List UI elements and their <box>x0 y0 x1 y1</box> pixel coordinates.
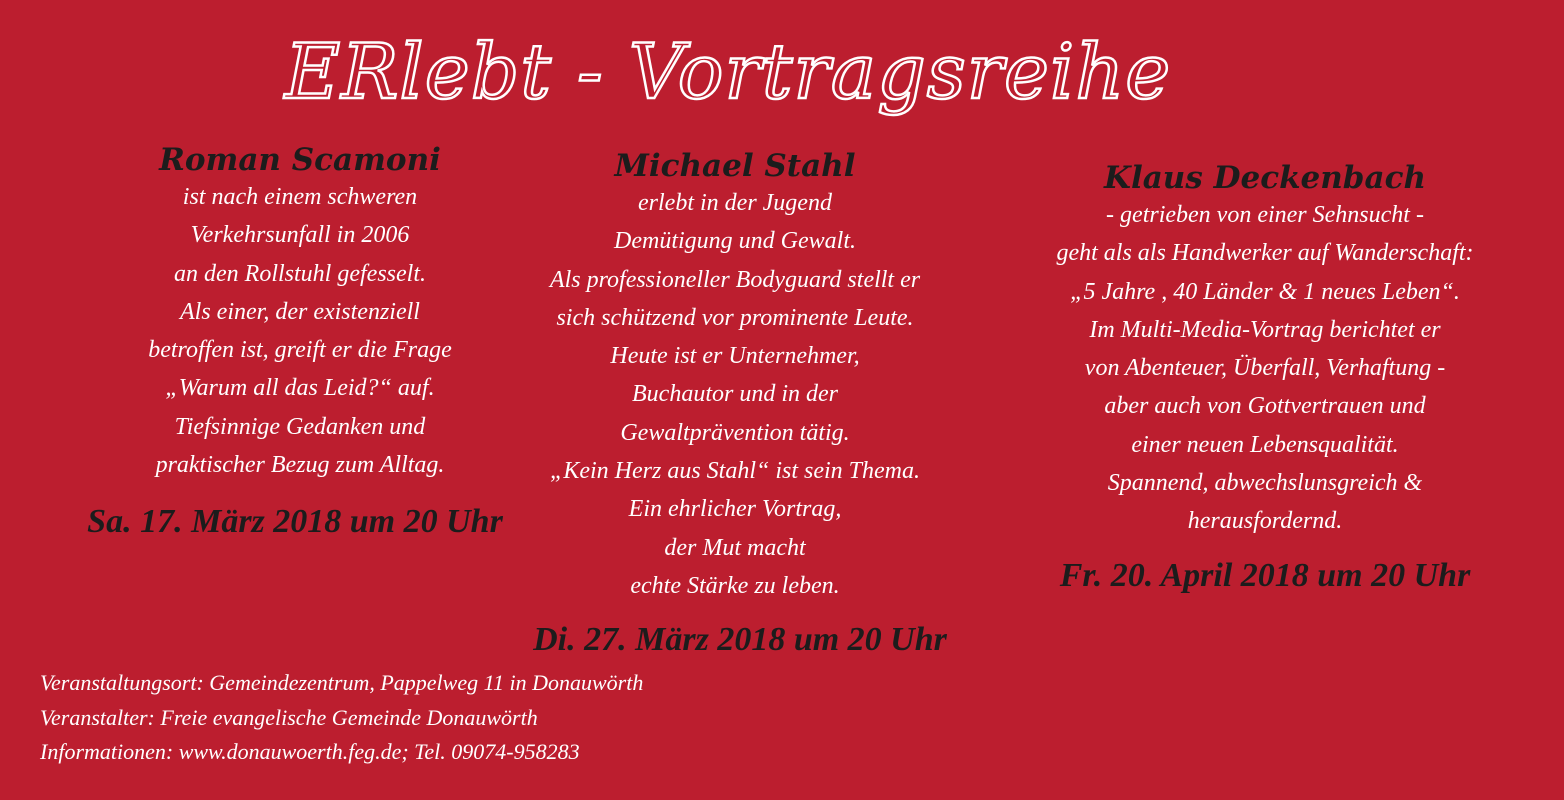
description-line: echte Stärke zu leben. <box>630 572 840 599</box>
page-title: ERlebt - Vortragsreihe <box>284 27 1172 116</box>
organizer-info: Veranstalter: Freie evangelische Gemeinde Donauwörth <box>40 704 538 730</box>
event-date-deckenbach: Fr. 20. April 2018 um 20 Uhr <box>1059 557 1471 594</box>
speaker-description <box>60 178 540 484</box>
description-line: an den Rollstuhl gefesselt. <box>174 260 426 287</box>
description-line: „5 Jahre , 40 Länder & 1 neues Leben“. <box>1070 278 1460 305</box>
description-line: - getrieben von einer Sehnsucht - <box>1106 202 1424 228</box>
speaker-column-stahl <box>490 148 980 605</box>
description-line: Im Multi-Media-Vortrag berichtet er <box>1089 316 1441 343</box>
description-line: Tiefsinnige Gedanken und <box>174 413 426 440</box>
description-line: von Abenteuer, Überfall, Verhaftung - <box>1084 355 1446 382</box>
event-date-scamoni: Sa. 17. März 2018 um 20 Uhr <box>87 503 503 540</box>
description-line: sich schützend vor prominente Leute. <box>556 304 914 331</box>
description-line: „Kein Herz aus Stahl“ ist sein Thema. <box>549 458 921 485</box>
contact-info: Informationen: www.donauwoerth.feg.de; Tel. 09074-958283 <box>40 739 580 764</box>
description-line: Heute ist er Unternehmer, <box>610 343 860 370</box>
description-line: betroffen ist, greift er die Frage <box>148 337 452 364</box>
description-line: Gewaltprävention tätig. <box>620 419 850 446</box>
description-line: Buchautor und in der <box>632 381 838 408</box>
description-line: praktischer Bezug zum Alltag. <box>155 452 445 479</box>
description-line: Spannend, abwechslunsgreich & <box>1107 470 1423 497</box>
event-footer <box>40 666 643 770</box>
description-line: „Warum all das Leid?“ auf. <box>165 375 435 402</box>
speaker-column-deckenbach <box>995 160 1535 541</box>
description-line: Als professioneller Bodyguard stellt er <box>549 266 921 293</box>
speaker-name: Michael Stahl <box>614 148 856 184</box>
speaker-name: Klaus Deckenbach <box>1104 160 1426 196</box>
description-line: aber auch von Gottvertrauen und <box>1104 393 1426 420</box>
description-line: erlebt in der Jugend <box>638 190 832 216</box>
description-line: herausfordernd. <box>1187 508 1343 535</box>
description-line: Demütigung und Gewalt. <box>614 228 856 255</box>
description-line: Verkehrsunfall in 2006 <box>190 222 410 249</box>
speaker-column-scamoni <box>60 142 540 484</box>
description-line: geht als als Handwerker auf Wanderschaft: <box>1056 240 1474 267</box>
description-line: Als einer, der existenziell <box>180 298 420 325</box>
speaker-description <box>995 196 1535 541</box>
description-line: einer neuen Lebensqualität. <box>1131 431 1399 458</box>
description-line: Ein ehrlicher Vortrag, <box>628 496 842 523</box>
speaker-name: Roman Scamoni <box>159 142 441 178</box>
venue-info: Veranstaltungsort: Gemeindezentrum, Pappelweg 11 in Donauwörth <box>40 670 644 695</box>
description-line: der Mut macht <box>664 534 806 561</box>
speaker-description <box>490 184 980 605</box>
event-date-stahl: Di. 27. März 2018 um 20 Uhr <box>533 621 947 658</box>
description-line: ist nach einem schweren <box>182 184 418 210</box>
